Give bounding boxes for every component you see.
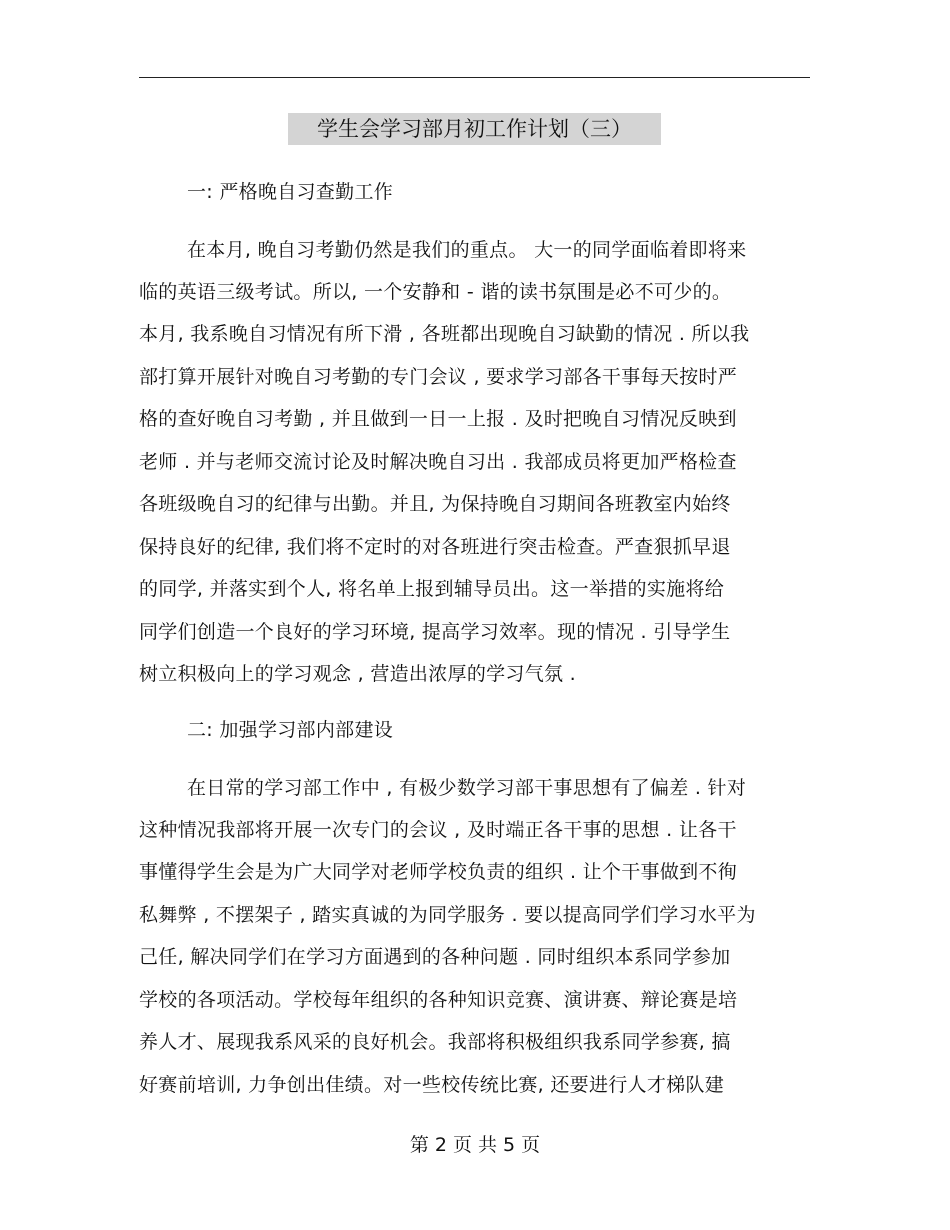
paragraph-line: 树立积极向上的学习观念 , 营造出浓厚的学习气氛 .	[139, 663, 576, 685]
paragraph-line: 这种情况我部将开展一次专门的会议 , 及时端正各干事的思想 . 让各干	[139, 819, 737, 841]
paragraph-line: 在日常的学习部工作中 , 有极少数学习部干事思想有了偏差 . 针对	[187, 777, 747, 799]
paragraph-line: 部打算开展针对晚自习考勤的专门会议 , 要求学习部各干事每天按时严	[139, 366, 738, 388]
paragraph-line: 己任, 解决同学们在学习方面遇到的各种问题 . 同时组织本系同学参加	[139, 946, 731, 968]
paragraph-line: 本月, 我系晚自习情况有所下滑 , 各班都出现晚自习缺勤的情况 . 所以我	[139, 323, 750, 345]
paragraph-line: 事懂得学生会是为广大同学对老师学校负责的组织 . 让个干事做到不徇	[139, 861, 738, 883]
paragraph-line: 同学们创造一个良好的学习环境, 提高学习效率。现的情况 . 引导学生	[139, 621, 731, 643]
paragraph-line: 的同学, 并落实到个人, 将名单上报到辅导员出。这一举措的实施将给	[139, 578, 725, 600]
page-number: 第 2 页 共 5 页	[409, 1134, 541, 1156]
paragraph-line: 各班级晚自习的纪律与出勤。并且, 为保持晚自习期间各班教室内始终	[139, 493, 731, 515]
paragraph-line: 老师 . 并与老师交流讨论及时解决晚自习出 . 我部成员将更加严格检查	[139, 451, 737, 473]
paragraph-line: 好赛前培训, 力争创出佳绩。对一些校传统比赛, 还要进行人才梯队建	[139, 1074, 725, 1096]
section-heading-2: 二: 加强学习部内部建设	[187, 719, 394, 741]
paragraph-line: 临的英语三级考试。所以, 一个安静和 - 谐的读书氛围是必不可少的。	[139, 281, 732, 303]
paragraph-line: 格的查好晚自习考勤 , 并且做到一日一上报 . 及时把晚自习情况反映到	[139, 408, 737, 430]
paragraph-line: 学校的各项活动。学校每年组织的各种知识竞赛、演讲赛、辩论赛是培	[139, 989, 738, 1011]
paragraph-line: 养人才、展现我系风采的良好机会。我部将积极组织我系同学参赛, 搞	[139, 1031, 731, 1053]
paragraph-line: 保持良好的纪律, 我们将不定时的对各班进行突击检查。严查狠抓早退	[139, 536, 731, 558]
section-heading-1: 一: 严格晚自习查勤工作	[187, 181, 394, 203]
paragraph-line: 私舞弊 , 不摆架子 , 踏实真诚的为同学服务 . 要以提高同学们学习水平为	[139, 904, 756, 926]
document-title: 学生会学习部月初工作计划（三）	[288, 113, 661, 145]
header-rule	[139, 77, 810, 78]
paragraph-line: 在本月, 晚自习考勤仍然是我们的重点。 大一的同学面临着即将来	[187, 239, 747, 261]
